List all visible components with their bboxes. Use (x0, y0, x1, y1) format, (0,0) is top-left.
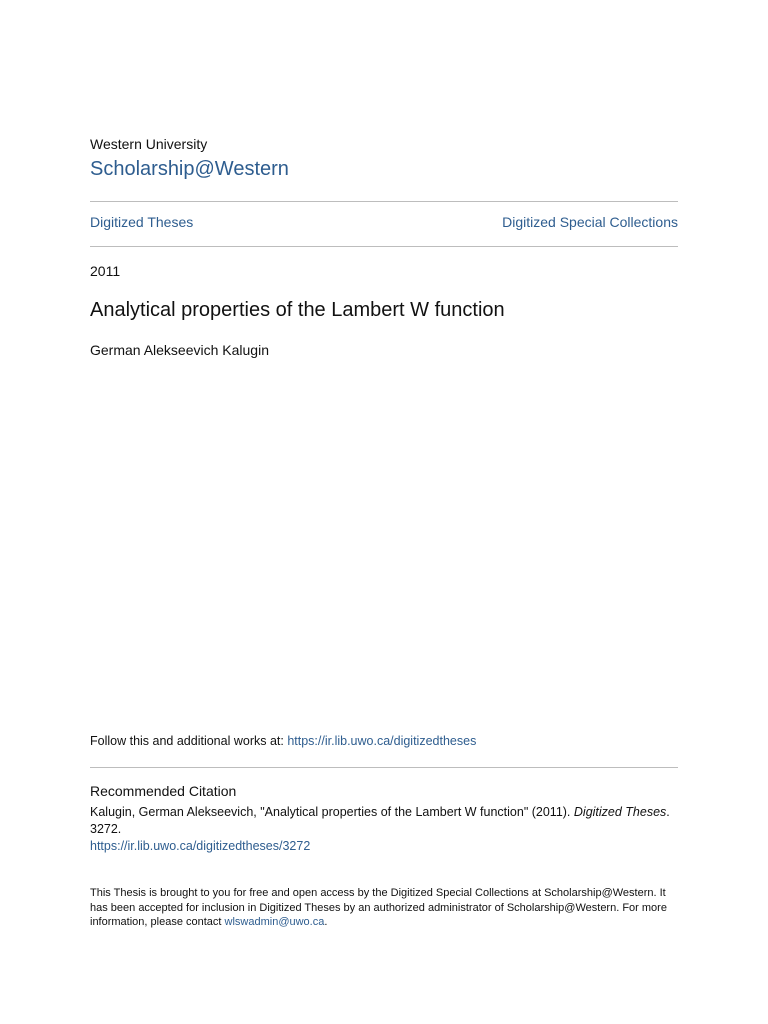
notice-text: This Thesis is brought to you for free and open access by the Digitized Special Collections at Scholarship@Western. It has been accepted for inclusion in Digitized Theses by an authorized administrator of Scholarship@Western. For more information, please contact (90, 887, 667, 928)
divider-top (90, 201, 678, 202)
citation-block (90, 804, 678, 855)
cover-page (90, 0, 678, 1024)
follow-label: Follow this and additional works at: (90, 734, 288, 748)
citation-series: Digitized Theses (573, 805, 667, 819)
thesis-title: Analytical properties of the Lambert W function (90, 299, 505, 321)
collection-url-link[interactable]: https://ir.lib.uwo.ca/digitizedtheses (287, 734, 477, 748)
divider-middle (90, 246, 678, 247)
citation-number: . 3272. (90, 805, 670, 836)
author-name: German Alekseevich Kalugin (90, 342, 269, 358)
citation-text: Kalugin, German Alekseevich, "Analytical properties of the Lambert W function" (2011). (90, 805, 574, 819)
recommended-citation-heading: Recommended Citation (90, 783, 237, 799)
follow-line (90, 734, 476, 748)
digitized-special-collections-link[interactable]: Digitized Special Collections (502, 214, 678, 230)
institution-name: Western University (90, 136, 208, 152)
citation-url-link[interactable]: https://ir.lib.uwo.ca/digitizedtheses/3272 (90, 839, 311, 853)
breadcrumb (90, 214, 678, 230)
divider-bottom (90, 767, 678, 768)
notice-end: . (324, 916, 328, 928)
publication-year: 2011 (90, 263, 121, 279)
contact-email-link[interactable]: wlswadmin@uwo.ca (224, 916, 325, 928)
repository-link[interactable]: Scholarship@Western (90, 158, 289, 180)
access-notice (90, 886, 678, 930)
digitized-theses-link[interactable]: Digitized Theses (90, 214, 194, 230)
